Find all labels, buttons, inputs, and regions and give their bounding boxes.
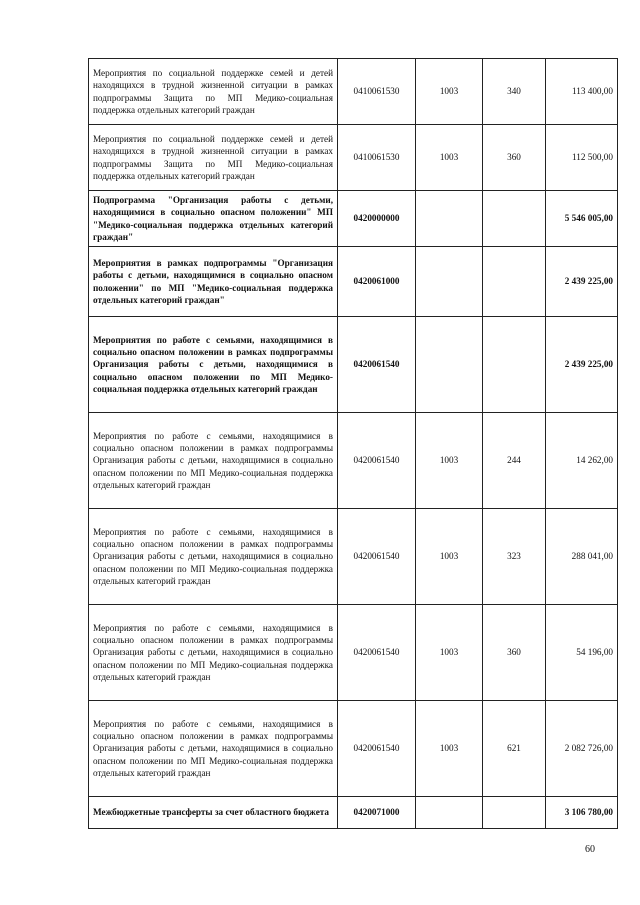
table-row bbox=[89, 191, 618, 247]
row-target-code: 0420061540 bbox=[338, 509, 416, 605]
budget-table-body bbox=[89, 59, 618, 829]
row-description: Мероприятия по работе с семьями, находящимися в социально опасном положении в рамках подпрограммы Организация работы с детьми, находящимися в социально опасном положении по МП Медико-социальная поддержка отдельных категорий граждан bbox=[89, 605, 338, 701]
table-row bbox=[89, 413, 618, 509]
row-expense-type: 621 bbox=[483, 701, 546, 797]
row-section-code: 1003 bbox=[416, 701, 483, 797]
row-amount: 54 196,00 bbox=[546, 605, 618, 701]
budget-table bbox=[88, 58, 618, 829]
row-description: Мероприятия в рамках подпрограммы "Организация работы с детьми, находящимися в социально опасном положении" по МП "Медико-социальная поддержка отдельных категорий граждан" bbox=[89, 247, 338, 317]
table-row bbox=[89, 247, 618, 317]
row-target-code: 0420061540 bbox=[338, 701, 416, 797]
row-target-code: 0420071000 bbox=[338, 797, 416, 829]
table-row bbox=[89, 701, 618, 797]
row-expense-type bbox=[483, 317, 546, 413]
row-section-code: 1003 bbox=[416, 605, 483, 701]
row-amount: 2 439 225,00 bbox=[546, 317, 618, 413]
row-expense-type: 340 bbox=[483, 59, 546, 125]
table-row bbox=[89, 509, 618, 605]
row-description: Мероприятия по социальной поддержке семей и детей находящихся в трудной жизненной ситуации в рамках подпрограммы Защита по МП Медико-социальная поддержка отдельных категорий граждан bbox=[89, 59, 338, 125]
row-description: Мероприятия по работе с семьями, находящимися в социально опасном положении в рамках подпрограммы Организация работы с детьми, находящимися в социально опасном положении по МП Медико-социальная поддержка отдельных категорий граждан bbox=[89, 413, 338, 509]
row-description: Мероприятия по работе с семьями, находящимися в социально опасном положении в рамках подпрограммы Организация работы с детьми, находящимися в социально опасном положении по МП Медико-социальная поддержка отдельных категорий граждан bbox=[89, 317, 338, 413]
row-amount: 112 500,00 bbox=[546, 125, 618, 191]
row-expense-type: 360 bbox=[483, 605, 546, 701]
row-amount: 14 262,00 bbox=[546, 413, 618, 509]
row-target-code: 0420061540 bbox=[338, 605, 416, 701]
row-target-code: 0420061540 bbox=[338, 317, 416, 413]
row-section-code: 1003 bbox=[416, 413, 483, 509]
row-target-code: 0420061000 bbox=[338, 247, 416, 317]
table-row bbox=[89, 59, 618, 125]
row-description: Межбюджетные трансферты за счет областного бюджета bbox=[89, 797, 338, 829]
row-section-code: 1003 bbox=[416, 125, 483, 191]
row-amount: 3 106 780,00 bbox=[546, 797, 618, 829]
row-section-code bbox=[416, 191, 483, 247]
row-expense-type: 244 bbox=[483, 413, 546, 509]
row-section-code: 1003 bbox=[416, 509, 483, 605]
table-row bbox=[89, 317, 618, 413]
row-expense-type bbox=[483, 191, 546, 247]
row-expense-type bbox=[483, 247, 546, 317]
row-target-code: 0410061530 bbox=[338, 125, 416, 191]
row-amount: 2 082 726,00 bbox=[546, 701, 618, 797]
row-target-code: 0420061540 bbox=[338, 413, 416, 509]
row-amount: 2 439 225,00 bbox=[546, 247, 618, 317]
row-amount: 5 546 005,00 bbox=[546, 191, 618, 247]
row-description: Мероприятия по социальной поддержке семей и детей находящихся в трудной жизненной ситуации в рамках подпрограммы Защита по МП Медико-социальная поддержка отдельных категорий граждан bbox=[89, 125, 338, 191]
row-expense-type: 323 bbox=[483, 509, 546, 605]
row-target-code: 0420000000 bbox=[338, 191, 416, 247]
page-number: 60 bbox=[585, 844, 595, 855]
table-row bbox=[89, 605, 618, 701]
row-expense-type: 360 bbox=[483, 125, 546, 191]
row-description: Мероприятия по работе с семьями, находящимися в социально опасном положении в рамках подпрограммы Организация работы с детьми, находящимися в социально опасном положении по МП Медико-социальная поддержка отдельных категорий граждан bbox=[89, 701, 338, 797]
row-amount: 288 041,00 bbox=[546, 509, 618, 605]
row-target-code: 0410061530 bbox=[338, 59, 416, 125]
row-section-code bbox=[416, 317, 483, 413]
row-section-code bbox=[416, 247, 483, 317]
row-expense-type bbox=[483, 797, 546, 829]
table-row bbox=[89, 797, 618, 829]
row-section-code bbox=[416, 797, 483, 829]
row-description: Подпрограмма "Организация работы с детьми, находящимися в социально опасном положении" МП "Медико-социальная поддержка отдельных категорий граждан" bbox=[89, 191, 338, 247]
row-section-code: 1003 bbox=[416, 59, 483, 125]
table-row bbox=[89, 125, 618, 191]
row-description: Мероприятия по работе с семьями, находящимися в социально опасном положении в рамках подпрограммы Организация работы с детьми, находящимися в социально опасном положении по МП Медико-социальная поддержка отдельных категорий граждан bbox=[89, 509, 338, 605]
row-amount: 113 400,00 bbox=[546, 59, 618, 125]
